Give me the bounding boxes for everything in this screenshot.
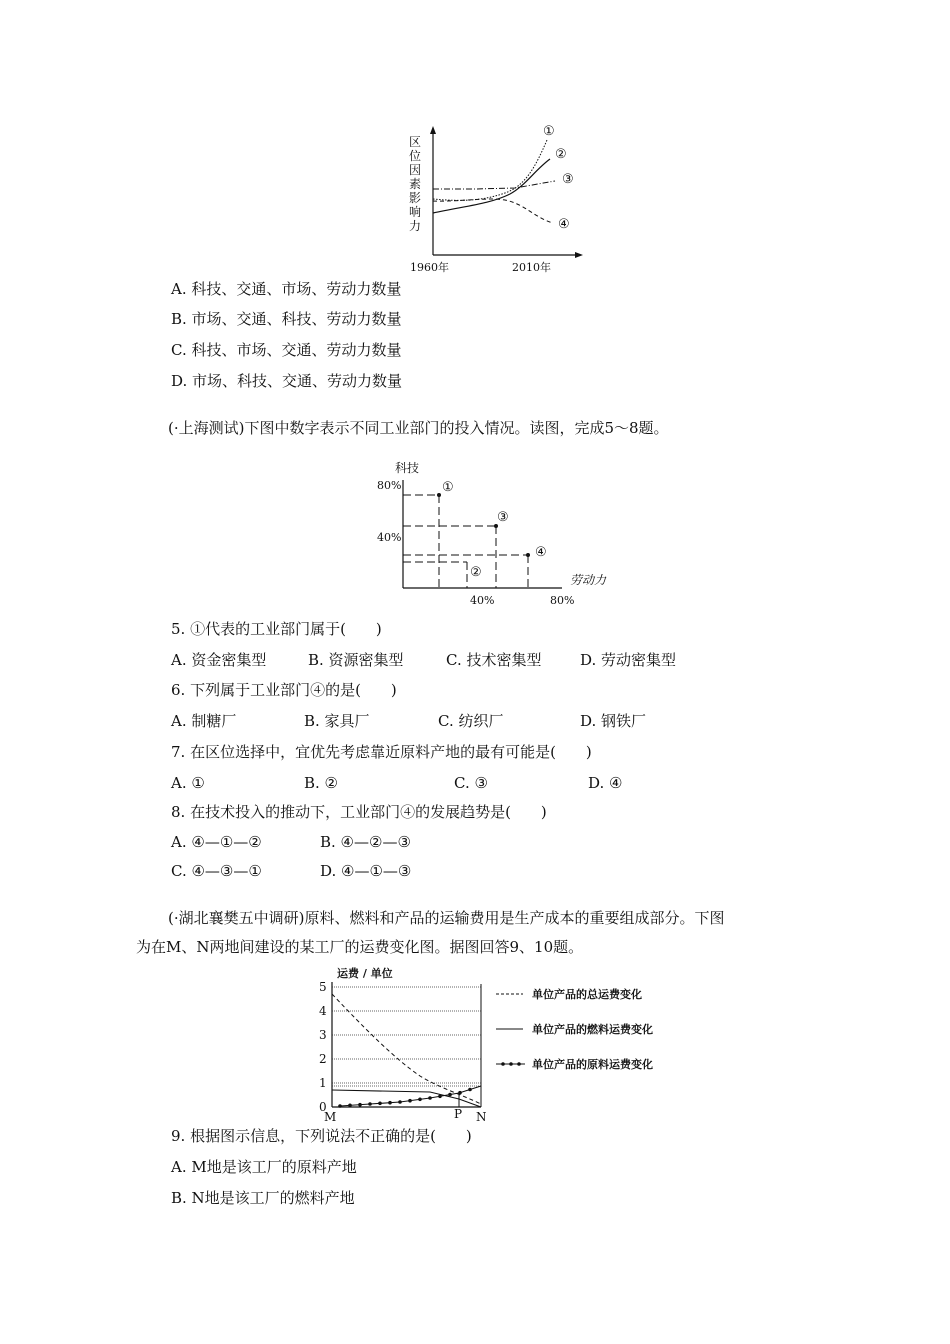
chart2-xtick-80: 80% xyxy=(550,594,575,607)
chart1-x-end: 2010年 xyxy=(512,261,551,274)
chart1-ylabel-4: 影 xyxy=(408,191,422,205)
q4-option-d[interactable]: D. 市场、科技、交通、劳动力数量 xyxy=(171,372,403,390)
chart1-series-4 xyxy=(433,199,553,223)
q5-option-d[interactable]: D. 劳动密集型 xyxy=(580,651,677,669)
q5-option-a[interactable]: A. 资金密集型 xyxy=(171,651,267,669)
chart1-x-start: 1960年 xyxy=(410,261,449,274)
q6-option-d[interactable]: D. 钢铁厂 xyxy=(580,712,647,730)
intro-9-10-line1: (·湖北襄樊五中调研)原料、燃料和产品的运输费用是生产成本的重要组成部分。下图 xyxy=(168,909,725,927)
chart3-raw-point xyxy=(408,1099,412,1103)
q4-option-c[interactable]: C. 科技、市场、交通、劳动力数量 xyxy=(171,341,402,359)
chart3-ylabel: 运费 / 单位 xyxy=(337,967,393,980)
chart3-legend-fuel: 单位产品的燃料运费变化 xyxy=(532,1023,653,1036)
chart3-ytick-1: 1 xyxy=(319,1076,327,1090)
q8-option-b[interactable]: B. ④—②—③ xyxy=(320,833,411,851)
chart2-label-3: ③ xyxy=(497,510,509,525)
chart2-point-1 xyxy=(437,493,441,497)
chart3-ytick-0: 0 xyxy=(319,1100,327,1114)
chart2-label-2: ② xyxy=(470,565,482,580)
q7-option-b[interactable]: B. ② xyxy=(304,774,339,792)
chart3-ytick-4: 4 xyxy=(319,1004,327,1018)
industry-input-chart xyxy=(370,458,620,610)
chart3-raw-point xyxy=(468,1088,472,1092)
chart1-ylabel-6: 力 xyxy=(408,219,422,233)
chart3-raw-point xyxy=(438,1095,442,1099)
chart3-raw-point xyxy=(338,1104,342,1108)
chart3-raw-point xyxy=(418,1098,422,1102)
q6-option-b[interactable]: B. 家具厂 xyxy=(304,712,370,730)
q9-option-b[interactable]: B. N地是该工厂的燃料产地 xyxy=(171,1189,355,1207)
chart1-series-2 xyxy=(433,159,550,213)
chart3-gridlines xyxy=(332,987,481,1086)
q6-option-c[interactable]: C. 纺织厂 xyxy=(438,712,504,730)
chart3-raw-point xyxy=(358,1103,362,1107)
chart1-label-3: ③ xyxy=(562,172,574,187)
q8-option-a[interactable]: A. ④—①—② xyxy=(171,833,262,851)
chart3-xlabel-p: P xyxy=(454,1107,463,1121)
chart1-ylabel-0: 区 xyxy=(408,135,422,149)
chart3-raw-material-line xyxy=(340,1086,481,1106)
chart3-xlabel-n: N xyxy=(476,1110,487,1122)
chart1-x-arrow xyxy=(575,252,583,258)
intro-9-10-line2: 为在M、N两地间建设的某工厂的运费变化图。据图回答9、10题。 xyxy=(136,938,584,956)
chart3-raw-point xyxy=(368,1102,372,1106)
chart3-legend-raw-dot xyxy=(501,1062,505,1066)
chart2-label-4: ④ xyxy=(535,545,547,560)
q8-stem: 8. 在技术投入的推动下，工业部门④的发展趋势是( ) xyxy=(171,803,547,821)
chart2-point-4 xyxy=(526,553,530,557)
chart2-xtick-40: 40% xyxy=(470,594,495,607)
q5-option-c[interactable]: C. 技术密集型 xyxy=(446,651,542,669)
chart1-ylabel-2: 因 xyxy=(408,163,422,177)
q6-stem: 6. 下列属于工业部门④的是( ) xyxy=(171,681,397,699)
transport-cost-chart xyxy=(310,964,690,1122)
chart3-ytick-3: 3 xyxy=(319,1028,327,1042)
chart1-ylabel-1: 位 xyxy=(408,149,422,163)
intro-5-8: (·上海测试)下图中数字表示不同工业部门的投入情况。读图，完成5～8题。 xyxy=(168,419,669,437)
chart3-ytick-2: 2 xyxy=(319,1052,327,1066)
chart1-label-1: ① xyxy=(543,124,555,139)
q8-option-c[interactable]: C. ④—③—① xyxy=(171,862,262,880)
chart3-xlabel-m: M xyxy=(324,1110,337,1122)
chart3-raw-point xyxy=(458,1091,462,1095)
q6-option-a[interactable]: A. 制糖厂 xyxy=(171,712,237,730)
chart2-label-1: ① xyxy=(442,480,454,495)
chart3-raw-point xyxy=(448,1093,452,1097)
q7-option-a[interactable]: A. ① xyxy=(171,774,205,792)
chart3-raw-point xyxy=(388,1101,392,1105)
chart2-ytick-80: 80% xyxy=(377,479,402,492)
chart3-legend-total: 单位产品的总运费变化 xyxy=(532,988,642,1001)
q4-option-a[interactable]: A. 科技、交通、市场、劳动力数量 xyxy=(171,280,402,298)
chart3-legend-raw-dot xyxy=(509,1062,513,1066)
chart3-total-cost-line xyxy=(332,994,481,1104)
q7-option-d[interactable]: D. ④ xyxy=(588,774,623,792)
q9-stem: 9. 根据图示信息，下列说法不正确的是( ) xyxy=(171,1127,472,1145)
q5-stem: 5. ①代表的工业部门属于( ) xyxy=(171,620,382,638)
chart2-ylabel: 科技 xyxy=(395,461,420,475)
chart1-series-1 xyxy=(433,140,547,200)
chart1-y-arrow xyxy=(430,126,436,134)
chart1-ylabel-3: 素 xyxy=(408,177,422,191)
q7-option-c[interactable]: C. ③ xyxy=(454,774,488,792)
chart3-raw-point xyxy=(428,1096,432,1100)
chart1-ylabel-5: 响 xyxy=(408,205,422,219)
chart2-ytick-40: 40% xyxy=(377,531,402,544)
chart3-legend-raw-dot xyxy=(517,1062,521,1066)
q9-option-a[interactable]: A. M地是该工厂的原料产地 xyxy=(171,1158,357,1176)
chart3-raw-point xyxy=(348,1104,352,1108)
chart3-legend-raw: 单位产品的原料运费变化 xyxy=(532,1058,653,1071)
chart1-series-3 xyxy=(433,181,555,189)
chart1-label-2: ② xyxy=(555,147,567,162)
q4-option-b[interactable]: B. 市场、交通、科技、劳动力数量 xyxy=(171,310,402,328)
q7-stem: 7. 在区位选择中，宜优先考虑靠近原料产地的最有可能是( ) xyxy=(171,743,592,761)
chart3-raw-point xyxy=(398,1100,402,1104)
chart3-ytick-5: 5 xyxy=(319,980,327,994)
chart3-raw-point xyxy=(378,1102,382,1106)
chart2-xlabel: 劳动力 xyxy=(570,573,607,587)
q8-option-d[interactable]: D. ④—①—③ xyxy=(320,862,412,880)
q5-option-b[interactable]: B. 资源密集型 xyxy=(308,651,404,669)
chart1-label-4: ④ xyxy=(558,217,570,232)
location-factor-chart xyxy=(405,118,590,278)
